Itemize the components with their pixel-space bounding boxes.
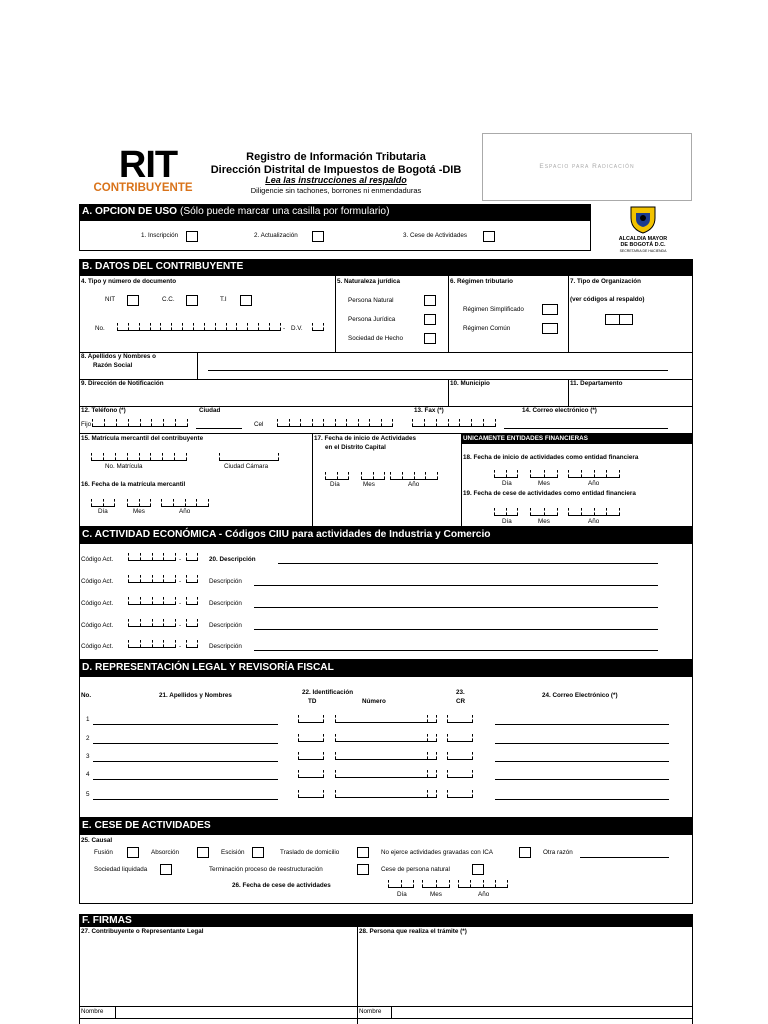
field-13-label: 13. Fax (*) [414, 407, 444, 414]
descripcion-input-2[interactable] [254, 585, 658, 586]
option-actualizacion-checkbox[interactable] [312, 231, 324, 242]
cause-fusion-checkbox[interactable] [127, 847, 139, 858]
nombre-28-label: Nombre [359, 1008, 382, 1015]
codigo-act-input-3[interactable] [128, 597, 176, 605]
section-f-box [79, 926, 693, 1024]
descripcion-label-3: Descripción [209, 600, 242, 607]
field-18-label: 18. Fecha de inicio de actividades como entidad financiera [463, 454, 639, 461]
rep-row-no-4: 4 [86, 771, 90, 778]
rep-td-input-4[interactable] [298, 770, 324, 778]
codigo-act-input-5[interactable] [128, 640, 176, 648]
field-7-note: (ver códigos al respaldo) [570, 296, 645, 303]
f19-mes-input[interactable] [530, 508, 558, 516]
section-a-note: (Sólo puede marcar una casilla por formulario) [179, 206, 390, 217]
doc-type-cc-checkbox[interactable] [186, 295, 198, 306]
section-d-header: D. REPRESENTACIÓN LEGAL Y REVISORÍA FISCAL [79, 660, 693, 676]
no-matricula-label: No. Matrícula [105, 463, 143, 470]
rep-numero-input-5[interactable] [335, 790, 437, 798]
codigo-act-input-4[interactable] [128, 619, 176, 627]
f18-dia-label: Día [502, 480, 512, 487]
descripcion-input-1[interactable] [278, 563, 658, 564]
rit-logo-sub: CONTRIBUYENTE [93, 182, 193, 194]
field-25-label: 25. Causal [81, 837, 113, 844]
cause-no-ica-label: No ejerce actividades gravadas con ICA [381, 849, 494, 856]
option-inscripcion-checkbox[interactable] [186, 231, 198, 242]
codigo-act-label-1: Código Act. [81, 556, 114, 563]
rep-name-input-3[interactable] [93, 761, 278, 762]
col-23-label: 23. [456, 689, 465, 696]
doc-dv-text: D.V. [291, 325, 303, 332]
rep-cr-input-2[interactable] [447, 734, 473, 742]
doc-dv-input[interactable] [312, 323, 324, 331]
field-5-label: 5. Naturaleza jurídica [337, 278, 400, 285]
rep-td-input-5[interactable] [298, 790, 324, 798]
fijo-label: Fijo [81, 421, 92, 428]
cause-persona-natural-label: Cese de persona natural [381, 866, 450, 873]
field-16-label: 16. Fecha de la matrícula mercantil [81, 481, 186, 488]
rep-name-input-5[interactable] [93, 799, 278, 800]
cause-liquidada-label: Sociedad liquidada [94, 866, 148, 873]
fax-input[interactable] [412, 419, 496, 427]
rep-name-input-4[interactable] [93, 779, 278, 780]
col-no-label: No. [81, 692, 92, 699]
f18-mes-label: Mes [538, 480, 550, 487]
section-a-header [79, 204, 591, 220]
doc-type-nit-checkbox[interactable] [127, 295, 139, 306]
persona-natural-label: Persona Natural [348, 297, 394, 304]
field-4-label: 4. Tipo y número de documento [81, 278, 177, 285]
field-17-label: 17. Fecha de inicio de Actividades [314, 435, 416, 442]
field-27-label: 27. Contribuyente o Representante Legal [81, 928, 204, 935]
codigo-act-input-1[interactable] [128, 553, 176, 561]
section-a-title: A. OPCION DE USO [82, 206, 178, 217]
field-8-label: 8. Apellidos y Nombres o [81, 353, 156, 360]
rep-numero-input-4[interactable] [335, 770, 437, 778]
cause-fusion-label: Fusión [94, 849, 113, 856]
ciudad-camara-label: Ciudad Cámara [224, 463, 269, 470]
ciudad-label: Ciudad [199, 407, 221, 414]
field-19-label: 19. Fecha de cese de actividades como entidad financiera [463, 490, 636, 497]
section-f-header: F. FIRMAS [79, 914, 693, 926]
cause-liquidada-checkbox[interactable] [160, 864, 172, 875]
f16-anio-label: Año [179, 508, 191, 515]
f26-anio-label: Año [478, 891, 490, 898]
field-14-label: 14. Correo electrónico (*) [522, 407, 597, 414]
col-numero-label: Número [362, 698, 386, 705]
descripcion-label-5: Descripción [209, 643, 242, 650]
matricula-input[interactable] [91, 453, 187, 461]
option-inscripcion-label: 1. Inscripción [141, 232, 179, 239]
f19-anio-label: Año [588, 518, 600, 525]
rep-row-no-3: 3 [86, 753, 90, 760]
persona-juridica-checkbox[interactable] [424, 314, 436, 325]
alcaldia-line1: ALCALDIA MAYOR [618, 236, 668, 242]
f26-anio-input[interactable] [458, 880, 508, 888]
razon-social-input[interactable] [208, 370, 668, 371]
option-cese-label: 3. Cese de Actividades [403, 232, 468, 239]
alcaldia-line3: SECRETARIA DE HACIENDA [619, 249, 667, 253]
nombre-27-label: Nombre [81, 1008, 104, 1015]
rep-row-no-1: 1 [86, 716, 90, 723]
f18-mes-input[interactable] [530, 470, 558, 478]
f17-anio-input[interactable] [390, 472, 438, 480]
descripcion-label-4: Descripción [209, 622, 242, 629]
cause-no-ica-checkbox[interactable] [519, 847, 531, 858]
section-b-header: B. DATOS DEL CONTRIBUYENTE [79, 259, 693, 275]
rep-numero-input-2[interactable] [335, 734, 437, 742]
cel-label: Cel [254, 421, 264, 428]
field-8-label-2: Razón Social [93, 362, 133, 369]
ciudad-input[interactable] [196, 428, 242, 429]
f18-anio-input[interactable] [568, 470, 620, 478]
correo-input[interactable] [504, 428, 668, 429]
codigo-act-input-2[interactable] [128, 575, 176, 583]
f16-dia-input[interactable] [91, 499, 115, 507]
f16-mes-input[interactable] [127, 499, 151, 507]
sociedad-hecho-checkbox[interactable] [424, 333, 436, 344]
field-11-label: 11. Departamento [570, 380, 623, 387]
col-21-label: 21. Apellidos y Nombres [159, 692, 232, 699]
f16-mes-label: Mes [133, 508, 145, 515]
f26-dia-label: Día [397, 891, 407, 898]
persona-natural-checkbox[interactable] [424, 295, 436, 306]
ciudad-camara-input[interactable] [219, 453, 279, 461]
rep-name-input-1[interactable] [93, 724, 278, 725]
fill-note: Diligencie sin tachones, borrones ni enmendaduras [250, 186, 422, 195]
f18-anio-label: Año [588, 480, 600, 487]
codigo-dash-3: - [179, 600, 182, 607]
rep-row-no-2: 2 [86, 735, 90, 742]
codigo-act-suffix-3[interactable] [186, 597, 198, 605]
cause-escision-checkbox[interactable] [252, 847, 264, 858]
codigo-act-suffix-5[interactable] [186, 640, 198, 648]
rit-logo: RIT [118, 144, 178, 186]
rep-td-input-2[interactable] [298, 734, 324, 742]
rep-cr-input-1[interactable] [447, 715, 473, 723]
codigo-act-label-5: Código Act. [81, 643, 114, 650]
sociedad-hecho-label: Sociedad de Hecho [348, 335, 403, 342]
cause-escision-label: Escisión [221, 849, 245, 856]
descripcion-label-1: 20. Descripción [209, 556, 256, 563]
cause-persona-natural-checkbox[interactable] [472, 864, 484, 875]
instructions-note: Lea las instrucciones al respaldo [265, 175, 407, 185]
f19-dia-input[interactable] [494, 508, 518, 516]
stamp-label: Espacio para Radicación [539, 163, 635, 170]
descripcion-input-4[interactable] [254, 629, 658, 630]
regimen-comun-checkbox[interactable] [542, 323, 558, 334]
f19-dia-label: Día [502, 518, 512, 525]
f26-mes-input[interactable] [422, 880, 450, 888]
field-6-label: 6. Régimen tributario [450, 278, 513, 285]
f18-dia-input[interactable] [494, 470, 518, 478]
doc-type-ti-label: T.I [220, 296, 227, 303]
col-24-label: 24. Correo Electrónico (*) [542, 692, 618, 699]
persona-juridica-label: Persona Jurídica [348, 316, 396, 323]
f17-mes-input[interactable] [361, 472, 385, 480]
codigo-dash-4: - [179, 622, 182, 629]
rep-td-input-3[interactable] [298, 752, 324, 760]
section-c-header: C. ACTIVIDAD ECONÓMICA - Códigos CIIU para actividades de Industria y Comercio [79, 527, 693, 543]
doc-type-nit-label: NIT [105, 296, 116, 303]
bogota-coat-of-arms-icon [626, 204, 660, 234]
col-td-label: TD [308, 698, 317, 705]
f16-dia-label: Día [98, 508, 108, 515]
cause-traslado-checkbox[interactable] [357, 847, 369, 858]
codigo-act-label-3: Código Act. [81, 600, 114, 607]
rep-cr-input-5[interactable] [447, 790, 473, 798]
field-10-label: 10. Municipio [450, 380, 490, 387]
cause-otra-input[interactable] [580, 857, 669, 858]
telefono-fijo-input[interactable] [92, 419, 188, 427]
doc-number-label: No. [95, 325, 105, 332]
cause-reestructuracion-label: Terminación proceso de reestructuración [209, 866, 323, 873]
cause-reestructuracion-checkbox[interactable] [357, 864, 369, 875]
f17-mes-label: Mes [363, 481, 375, 488]
descripcion-label-2: Descripción [209, 578, 242, 585]
field-12-label: 12. Teléfono (*) [81, 407, 126, 414]
f17-dia-input[interactable] [325, 472, 349, 480]
financial-header: UNICAMENTE ENTIDADES FINANCIERAS [463, 435, 588, 442]
codigo-dash-5: - [179, 643, 182, 650]
field-15-label: 15. Matrícula mercantil del contribuyente [81, 435, 204, 442]
rep-td-input-1[interactable] [298, 715, 324, 723]
option-actualizacion-label: 2. Actualización [254, 232, 298, 239]
codigo-act-suffix-2[interactable] [186, 575, 198, 583]
rep-cr-input-4[interactable] [447, 770, 473, 778]
f16-anio-input[interactable] [161, 499, 209, 507]
option-cese-checkbox[interactable] [483, 231, 495, 242]
doc-dv-label: - [283, 325, 286, 332]
cause-traslado-label: Traslado de domicilio [280, 849, 340, 856]
doc-type-ti-checkbox[interactable] [240, 295, 252, 306]
rep-numero-input-3[interactable] [335, 752, 437, 760]
f19-mes-label: Mes [538, 518, 550, 525]
f17-dia-label: Día [330, 481, 340, 488]
rep-email-input-2[interactable] [495, 743, 669, 744]
descripcion-input-5[interactable] [254, 650, 658, 651]
section-e-header: E. CESE DE ACTIVIDADES [79, 818, 693, 834]
rep-email-input-5[interactable] [495, 799, 669, 800]
alcaldia-line2: DE BOGOTÁ D.C. [620, 242, 666, 248]
rep-row-no-5: 5 [86, 791, 90, 798]
descripcion-input-3[interactable] [254, 607, 658, 608]
rep-email-input-4[interactable] [495, 779, 669, 780]
cause-absorcion-label: Absorción [151, 849, 180, 856]
f26-mes-label: Mes [430, 891, 442, 898]
codigo-dash-1: - [179, 556, 182, 563]
f26-dia-input[interactable] [388, 880, 414, 888]
form-title: Registro de Información Tributaria [246, 151, 426, 163]
codigo-dash-2: - [179, 578, 182, 585]
doc-type-cc-label: C.C. [162, 296, 175, 303]
codigo-act-label-4: Código Act. [81, 622, 114, 629]
field-17-label-2: en el Distrito Capital [325, 444, 386, 451]
regimen-simplificado-label: Régimen Simplificado [463, 306, 524, 313]
field-7-label: 7. Tipo de Organización [570, 278, 641, 285]
rep-numero-input-1[interactable] [335, 715, 437, 723]
rep-email-input-1[interactable] [495, 724, 669, 725]
codigo-act-label-2: Código Act. [81, 578, 114, 585]
rep-name-input-2[interactable] [93, 743, 278, 744]
field-28-label: 28. Persona que realiza el trámite (*) [359, 928, 467, 935]
col-cr-label: CR [456, 698, 466, 705]
field-26-label: 26. Fecha de cese de actividades [232, 882, 331, 889]
cause-absorcion-checkbox[interactable] [197, 847, 209, 858]
regimen-simplificado-checkbox[interactable] [542, 304, 558, 315]
codigo-act-suffix-1[interactable] [186, 553, 198, 561]
rep-email-input-3[interactable] [495, 761, 669, 762]
col-22-label: 22. Identificación [302, 689, 354, 696]
codigo-act-suffix-4[interactable] [186, 619, 198, 627]
f19-anio-input[interactable] [568, 508, 620, 516]
regimen-comun-label: Régimen Común [463, 325, 511, 332]
cause-otra-label: Otra razón [543, 849, 573, 856]
rep-cr-input-3[interactable] [447, 752, 473, 760]
f17-anio-label: Año [408, 481, 420, 488]
field-9-label: 9. Dirección de Notificación [81, 380, 164, 387]
doc-number-input[interactable] [117, 323, 281, 331]
form-subtitle: Dirección Distrital de Impuestos de Bogotá -DIB [210, 164, 462, 176]
telefono-cel-input[interactable] [277, 419, 393, 427]
